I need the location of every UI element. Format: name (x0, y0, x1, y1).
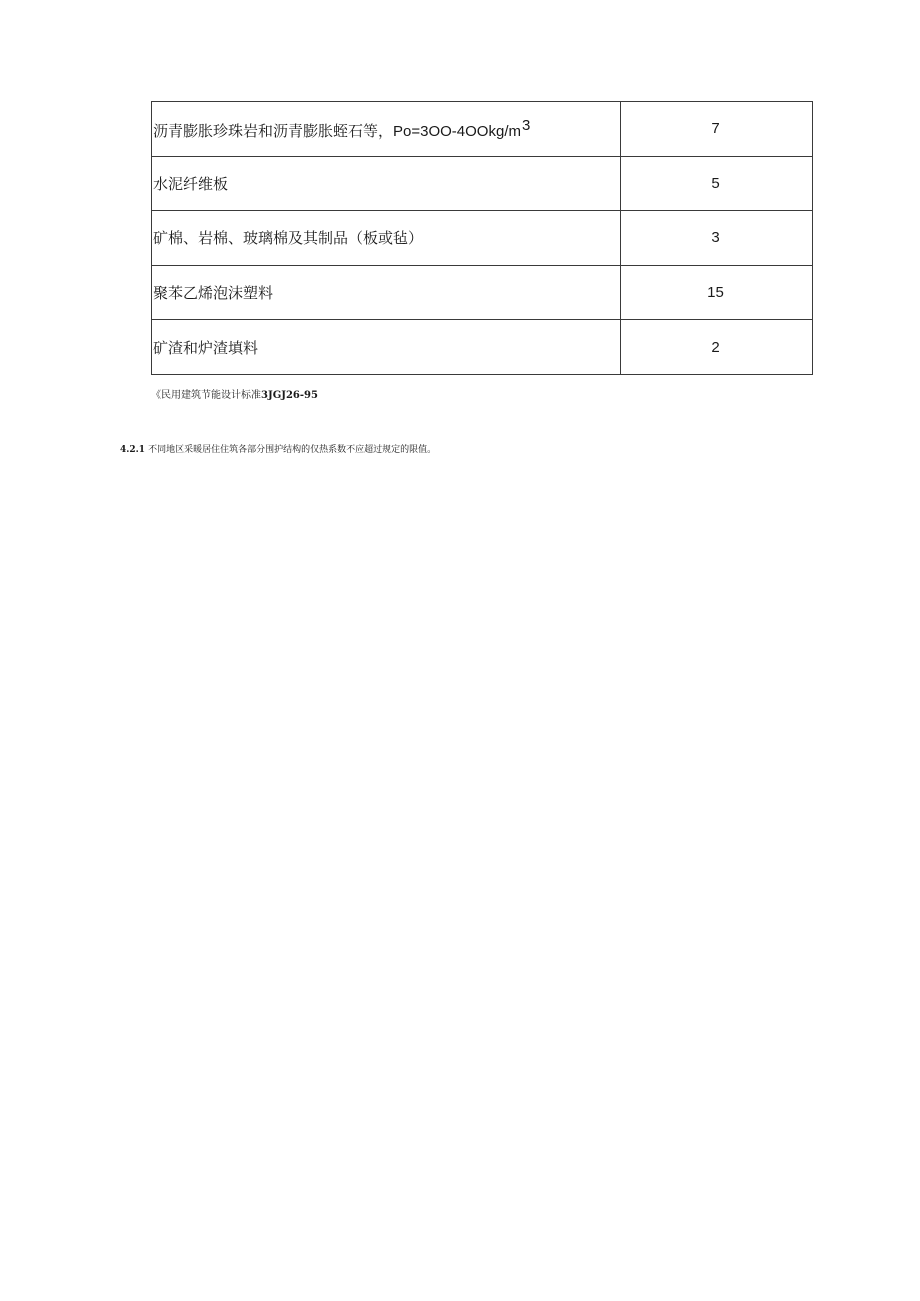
correction-value: 2 (621, 320, 813, 375)
material-name: 矿渣和炉渣填料 (152, 320, 621, 375)
table-row (152, 265, 813, 320)
table-source-note (151, 386, 318, 401)
table-row (152, 320, 813, 375)
materials-table (151, 101, 813, 375)
table-row (152, 102, 813, 157)
material-name: 聚苯乙烯泡沫塑料 (152, 265, 621, 320)
material-name-cell (152, 102, 621, 157)
material-name: 沥青膨胀珍珠岩和沥青膨胀蛭石等， (153, 121, 394, 140)
clause-text: 不同地区采暖居住住筑各部分围护结构的仅热系数不应超过规定的限值。 (148, 445, 437, 455)
table-row (152, 156, 813, 211)
clause-paragraph (120, 442, 436, 455)
correction-value: 5 (621, 156, 813, 211)
table-row (152, 211, 813, 266)
material-name: 矿棉、岩棉、玻璃棉及其制品（板或毡） (152, 211, 621, 266)
source-standard-code: 3JGJ26-95 (261, 390, 318, 401)
material-name: 水泥纤维板 (152, 156, 621, 211)
density-unit: /m (504, 122, 521, 140)
correction-value: 3 (621, 211, 813, 266)
correction-value: 15 (621, 265, 813, 320)
source-standard-name: 《民用建筑节能设计标准 (151, 390, 261, 401)
clause-number: 4.2.1 (120, 445, 146, 455)
correction-value: 7 (621, 102, 813, 157)
density-range: Po=3OO-4OOkg (393, 122, 505, 140)
unit-exponent: 3 (522, 116, 531, 134)
